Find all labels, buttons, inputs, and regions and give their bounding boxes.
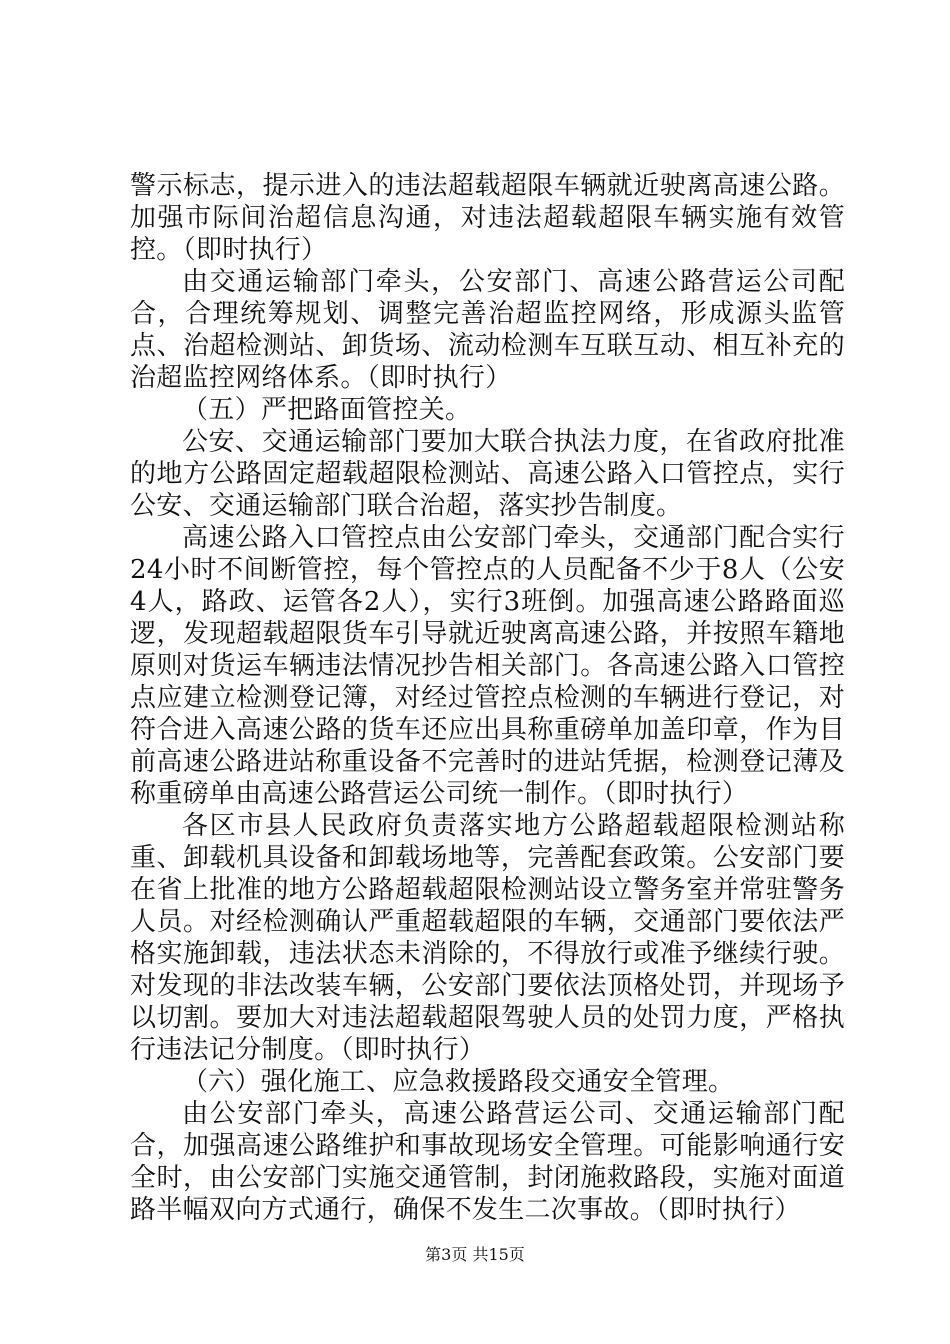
section-heading-6: （六）强化施工、应急救援路段交通安全管理。 — [182, 1067, 735, 1097]
page-number-footer: 第3页 共15页 — [425, 1245, 525, 1264]
paragraph-5: 各区市县人民政府负责落实地方公路超载超限检测站称重、卸载机具设备和卸载场地等，完善配套政策。公安部门要在省上批准的地方公路超载超限检测站设立警务室并常驻警务人员。对经检测确认严重超载超限的车辆，交通部门要依法严格实施卸载，违法状态未消除的，不得放行或准予继续行驶。对发现的非法改装车辆，公安部门要依法顶格处罚，并现场予以切割。要加大对违法超载超限驾驶人员的处罚力度，严格执行违法记分制度。（即时执行） — [130, 811, 845, 1065]
paragraph-6: 由公安部门牵头，高速公路营运公司、交通运输部门配合，加强高速公路维护和事故现场安全管理。可能影响通行安全时，由公安部门实施交通管制，封闭施救路段，实施对面道路半幅双向方式通行，确保不发生二次事故。（即时执行） — [130, 1099, 845, 1225]
document-body — [130, 170, 845, 1226]
paragraph-3: 公安、交通运输部门要加大联合执法力度，在省政府批准的地方公路固定超载超限检测站、高速公路入口管控点，实行公安、交通运输部门联合治超，落实抄告制度。 — [130, 427, 845, 521]
paragraph-4: 高速公路入口管控点由公安部门牵头，交通部门配合实行24小时不间断管控，每个管控点的人员配备不少于8人（公安4人，路政、运管各2人），实行3班倒。加强高速公路路面巡逻，发现超载超限货车引导就近驶离高速公路，并按照车籍地原则对货运车辆违法情况抄告相关部门。各高速公路入口管控点应建立检测登记簿，对经过管控点检测的车辆进行登记，对符合进入高速公路的货车还应出具称重磅单加盖印章，作为目前高速公路进站称重设备不完善时的进站凭据，检测登记薄及称重磅单由高速公路营运公司统一制作。（即时执行） — [130, 523, 845, 809]
section-heading-5: （五）严把路面管控关。 — [182, 395, 472, 425]
paragraph-1: 警示标志，提示进入的违法超载超限车辆就近驶离高速公路。加强市际间治超信息沟通，对违法超载超限车辆实施有效管控。（即时执行） — [130, 171, 845, 265]
paragraph-2: 由交通运输部门牵头，公安部门、高速公路营运公司配合，合理统筹规划、调整完善治超监控网络，形成源头监管点、治超检测站、卸货场、流动检测车互联互动、相互补充的治超监控网络体系。（即时执行） — [130, 267, 845, 393]
